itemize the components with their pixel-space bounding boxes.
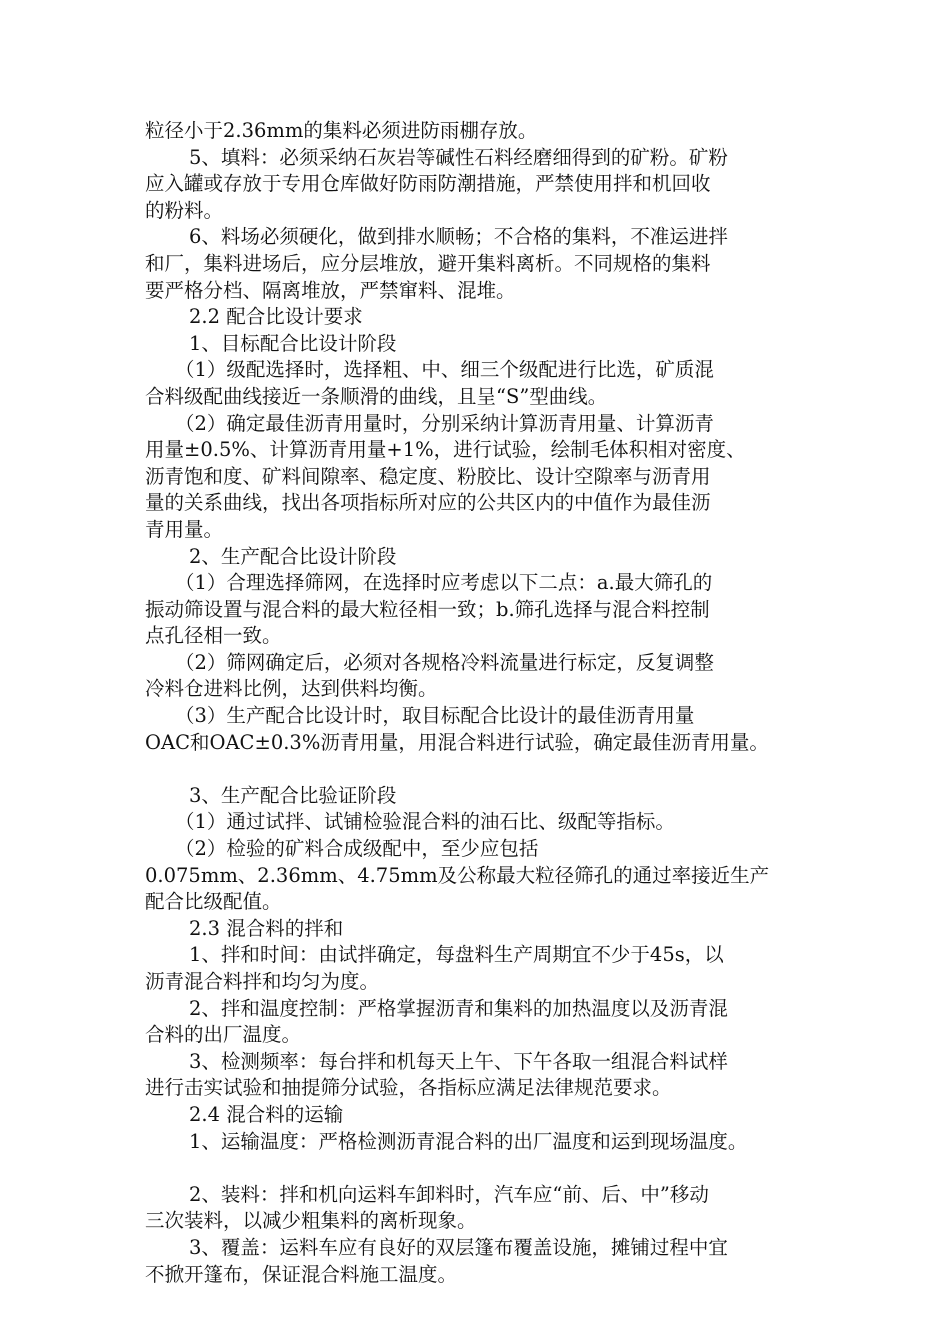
document-line: 沥青混合料拌和均匀为度。 (145, 970, 380, 993)
document-line: （2）筛网确定后，必须对各规格冷料流量进行标定，反复调整 (175, 650, 714, 674)
document-line: 不掀开篷布，保证混合料施工温度。 (145, 1262, 458, 1286)
document-line: （1）合理选择筛网，在选择时应考虑以下二点：a.最大筛孔的 (175, 571, 713, 595)
document-line: 进行击实试验和抽提筛分试验，各指标应满足法律规范要求。 (145, 1076, 672, 1100)
document-line: 冷料仓进料比例，达到供料均衡。 (145, 677, 438, 701)
document-line: 2、生产配合比设计阶段 (189, 544, 397, 568)
document-line: 5、填料：必须采纳石灰岩等碱性石料经磨细得到的矿粉。矿粉 (189, 145, 728, 169)
document-line: （2）检验的矿料合成级配中，至少应包括 (175, 837, 539, 861)
document-line: 1、目标配合比设计阶段 (189, 331, 397, 355)
document-line: 6、料场必须硬化，做到排水顺畅；不合格的集料，不准运进拌 (189, 225, 728, 249)
document-line: 粒径小于2.36mm的集料必须进防雨棚存放。 (145, 119, 538, 142)
document-line: 合料的出厂温度。 (145, 1023, 302, 1047)
document-line: （1）级配选择时，选择粗、中、细三个级配进行比选，矿质混 (175, 358, 714, 382)
document-line: 点孔径相一致。 (145, 624, 282, 648)
document-line: 量的关系曲线，找出各项指标所对应的公共区内的中值作为最佳沥 (145, 491, 711, 515)
document-line: 振动筛设置与混合料的最大粒径相一致；b.筛孔选择与混合料控制 (145, 597, 710, 621)
document-line: 1、运输温度：严格检测沥青混合料的出厂温度和运到现场温度。 (189, 1129, 748, 1153)
document-line (145, 756, 817, 783)
document-body (145, 118, 817, 1288)
document-line: 合料级配曲线接近一条顺滑的曲线，且呈“S”型曲线。 (145, 384, 608, 408)
document-line: 三次装料，以减少粗集料的离析现象。 (145, 1209, 477, 1233)
document-line: OAC和OAC±0.3%沥青用量，用混合料进行试验，确定最佳沥青用量。 (145, 730, 769, 754)
document-line: 配合比级配值。 (145, 890, 282, 914)
document-line (145, 1155, 817, 1182)
document-line: 2、拌和温度控制：严格掌握沥青和集料的加热温度以及沥青混 (189, 996, 728, 1020)
document-line: （3）生产配合比设计时，取目标配合比设计的最佳沥青用量 (175, 704, 695, 728)
document-line: 应入罐或存放于专用仓库做好防雨防潮措施，严禁使用拌和机回收 (145, 172, 711, 196)
document-line: 和厂，集料进场后，应分层堆放，避开集料离析。不同规格的集料 (145, 251, 711, 275)
document-line: 2.4 混合料的运输 (189, 1102, 344, 1126)
document-line: 2.2 配合比设计要求 (189, 305, 363, 329)
document-line: 0.075mm、2.36mm、4.75mm及公称最大粒径筛孔的通过率接近生产 (145, 863, 770, 887)
document-line: 青用量。 (145, 517, 224, 541)
document-line: 的粉料。 (145, 198, 224, 222)
document-line: （2）确定最佳沥青用量时，分别采纳计算沥青用量、计算沥青 (175, 411, 714, 435)
document-line: 2、装料：拌和机向运料车卸料时，汽车应“前、后、中”移动 (189, 1182, 709, 1206)
document-line: 1、拌和时间：由试拌确定，每盘料生产周期宜不少于45s，以 (189, 943, 724, 967)
document-line: 沥青饱和度、矿料间隙率、稳定度、粉胶比、设计空隙率与沥青用 (145, 464, 711, 488)
document-line: 3、检测频率：每台拌和机每天上午、下午各取一组混合料试样 (189, 1049, 728, 1073)
document-line: 3、生产配合比验证阶段 (189, 783, 397, 807)
document-line: 用量±0.5%、计算沥青用量+1%，进行试验，绘制毛体积相对密度、 (145, 438, 746, 462)
document-line: （1）通过试拌、试铺检验混合料的油石比、级配等指标。 (175, 810, 675, 834)
document-line: 2.3 混合料的拌和 (189, 916, 344, 940)
document-line: 3、覆盖：运料车应有良好的双层篷布覆盖设施，摊铺过程中宜 (189, 1235, 728, 1259)
document-line: 要严格分档、隔离堆放，严禁窜料、混堆。 (145, 278, 516, 302)
